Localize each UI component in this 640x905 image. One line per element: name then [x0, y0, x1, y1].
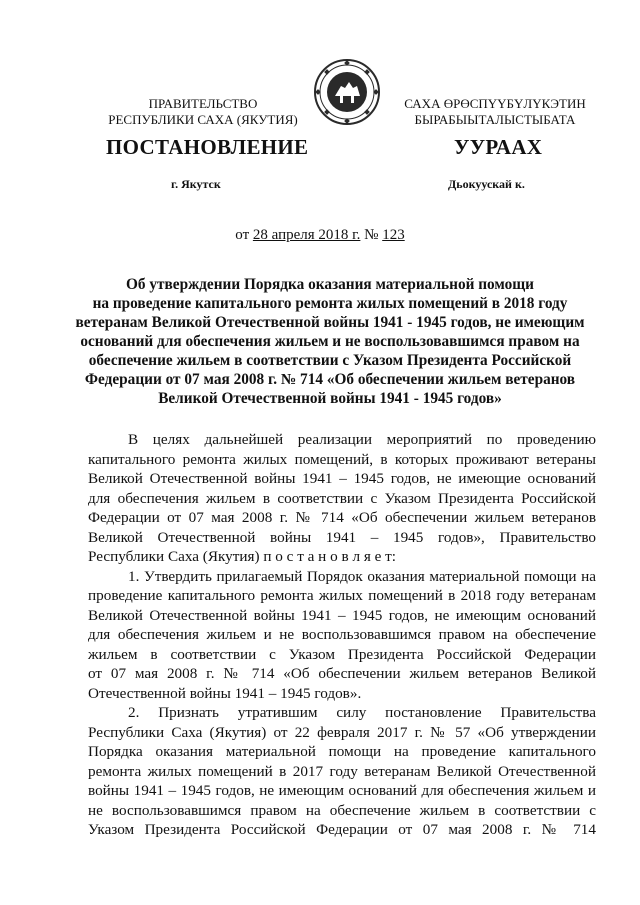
body-line: не воспользовавшимся правом на обеспечение жильем в соответствии с — [88, 801, 596, 819]
header-right-line-1: САХА ӨРӨСПҮҮБҮЛҮКЭТИН — [404, 96, 586, 111]
city-right: Дьокуускай к. — [448, 177, 525, 191]
document-title — [70, 275, 590, 408]
title-line: обеспечение жильем в соответствии с Указом Президента Российской — [88, 352, 572, 369]
date-value: 28 апреля 2018 г. — [252, 227, 361, 243]
body-line: проведение капитального ремонта жилых помещений в 2018 году ветеранам — [88, 587, 596, 604]
title-line: Об утверждении Порядка оказания материальной помощи — [125, 276, 534, 293]
body-line: Великой Отечественной войны 1941 – 1945 годов», Правительство — [88, 528, 596, 546]
header-left — [98, 96, 308, 128]
body-line: капитального ремонта жилых помещений, в которых проживают ветераны — [88, 450, 596, 468]
body-line: для обеспечения жильем и не воспользовавшимся правом на обеспечение — [88, 626, 596, 643]
body-line: жильем в соответствии с Указом Президента Российской Федерации — [88, 645, 596, 663]
body-line: Республики Саха (Якутия) от 22 февраля 2017 г. № 57 «Об утверждении — [88, 723, 596, 741]
body-line: Отечественной войны 1941 – 1945 годов». — [88, 684, 362, 702]
body-line: ремонта жилых помещений в 2017 году ветеранам Великой Отечественной — [88, 762, 596, 780]
body-line: 1. Утвердить прилагаемый Порядок оказания материальной помощи на — [128, 567, 596, 585]
date-line — [0, 227, 640, 244]
title-line: оснований для обеспечения жильем и не воспользовавшимся правом на — [80, 333, 580, 350]
body-line: для обеспечения жильем в соответствии с Указом Президента Российской — [88, 489, 596, 507]
title-line: на проведение капитального ремонта жилых помещений в 2018 году — [92, 295, 568, 312]
body-line: 2. Признать утратившим силу постановление Правительства — [128, 704, 596, 721]
body-line: Порядка оказания материальной помощи на проведение капитального — [88, 743, 596, 760]
header-left-line-2: РЕСПУБЛИКИ САХА (ЯКУТИЯ) — [108, 112, 298, 127]
number-sign: № — [360, 227, 383, 243]
body-line: Указом Президента Российской Федерации от 07 мая 2008 г. № 714 — [88, 821, 596, 838]
doc-number: 123 — [382, 227, 405, 243]
header-right — [380, 96, 610, 128]
document-body — [88, 430, 596, 840]
body-line: Великой Отечественной войны 1941 – 1945 годов, не имеющие оснований — [88, 470, 596, 487]
coat-of-arms-icon — [313, 58, 381, 126]
body-line: Федерации от 07 мая 2008 г. № 714 «Об обеспечении жильем ветеранов — [88, 509, 596, 526]
body-line: Великой Отечественной войны 1941 – 1945 годов, не имеющим оснований — [88, 606, 596, 624]
date-prefix: от — [235, 227, 253, 243]
header-right-line-2: БЫРАБЫЫТАЛЫСТЫБАТА — [414, 112, 576, 127]
body-line: войны 1941 – 1945 годов, не имеющим оснований для обеспечения жильем и — [88, 782, 596, 799]
title-line: ветеранам Великой Отечественной войны 1941 - 1945 годов, не имеющим — [75, 314, 585, 331]
body-line: Республики Саха (Якутия) п о с т а н о в л я е т: — [88, 548, 396, 565]
body-line: от 07 мая 2008 г. № 714 «Об обеспечении жильем ветеранов Великой — [88, 665, 596, 682]
title-line: Великой Отечественной войны 1941 - 1945 годов» — [158, 390, 502, 407]
city-left: г. Якутск — [171, 177, 221, 191]
title-line: Федерации от 07 мая 2008 г. № 714 «Об обеспечении жильем ветеранов — [84, 371, 576, 388]
body-line: В целях дальнейшей реализации мероприятий по проведению — [128, 431, 596, 448]
doc-type-right: УУРААХ — [454, 135, 543, 159]
header-left-line-1: ПРАВИТЕЛЬСТВО — [148, 96, 258, 111]
doc-type-left: ПОСТАНОВЛЕНИЕ — [106, 135, 309, 159]
